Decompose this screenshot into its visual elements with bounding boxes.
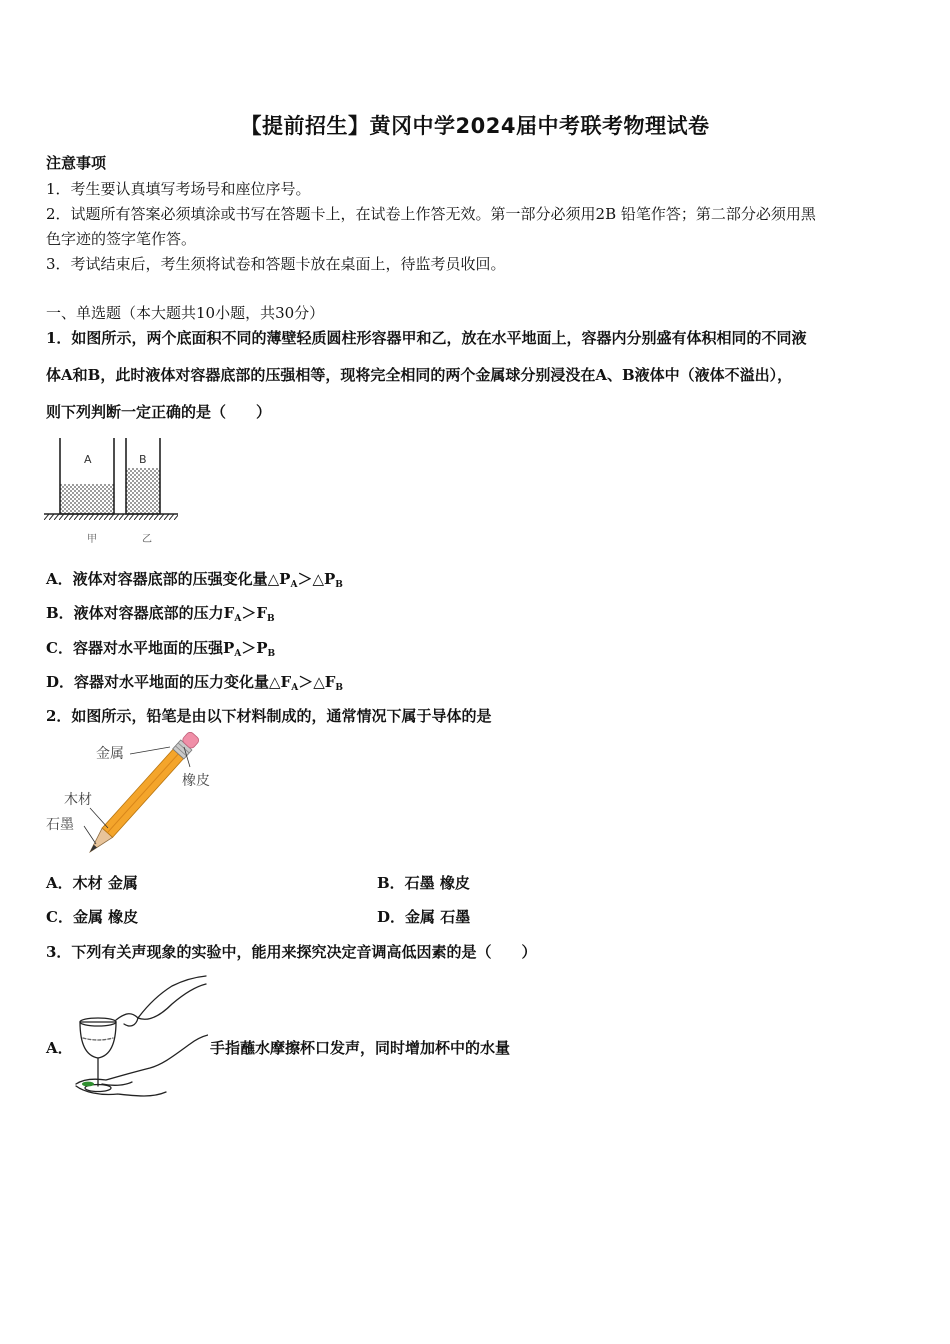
- notice-heading: 注意事项: [46, 154, 107, 172]
- label-yi: 乙: [142, 534, 152, 545]
- q3-option-a-label[interactable]: A．: [46, 1039, 73, 1057]
- q3-option-a-text: 手指蘸水摩擦杯口发声，同时增加杯中的水量: [210, 1039, 511, 1057]
- q2-pencil-figure: [44, 732, 224, 858]
- water-level: [83, 1038, 113, 1040]
- liquid-a: [60, 484, 114, 514]
- upper-finger: [124, 1018, 138, 1026]
- q3-glass-figure: [72, 972, 208, 1104]
- q2-option-a[interactable]: A．木材 金属: [46, 874, 138, 892]
- graphite-pointer: [84, 826, 96, 844]
- notice-item-2: 2．试题所有答案必须填涂或书写在答题卡上，在试卷上作答无效。第一部分必须用2B 铅笔作答；第二部分必须用黑: [46, 205, 816, 223]
- green-thumb-mark: [82, 1082, 94, 1087]
- label-metal: 金属: [96, 746, 124, 762]
- label-a: A: [84, 453, 92, 466]
- notice-item-3: 3．考试结束后，考生须将试卷和答题卡放在桌面上，待监考员收回。: [46, 255, 506, 273]
- q2-option-b[interactable]: B．石墨 橡皮: [377, 874, 470, 892]
- q2-option-c[interactable]: C．金属 橡皮: [46, 908, 139, 926]
- q2-stem: 2．如图所示，铅笔是由以下材料制成的，通常情况下属于导体的是: [46, 707, 492, 725]
- liquid-b: [126, 468, 160, 514]
- lower-fingers: [102, 1082, 132, 1085]
- q1-option-c[interactable]: C．容器对水平地面的压强$P_A>P_B$: [46, 639, 276, 659]
- q1-option-d[interactable]: D．容器对水平地面的压力变化量$\triangle F_A>\triangle F_B$: [46, 673, 343, 693]
- q1-stem-line1: 1．如图所示，两个底面积不同的薄壁轻质圆柱形容器甲和乙，放在水平地面上，容器内分别盛有体积相同的不同液: [46, 329, 807, 347]
- q1-stem-line3: 则下列判断一定正确的是（ ）: [46, 403, 272, 421]
- label-jia: 甲: [87, 534, 97, 545]
- label-b: B: [139, 453, 147, 466]
- notice-item-2-cont: 色字迹的签字笔作答。: [46, 230, 197, 248]
- q1-option-b[interactable]: B．液体对容器底部的压力$F_A>F_B$: [46, 604, 275, 624]
- page-title: 【提前招生】黄冈中学2024届中考联考物理试卷: [240, 114, 710, 138]
- label-wood: 木材: [64, 792, 92, 808]
- notice-item-1: 1．考生要认真填写考场号和座位序号。: [46, 180, 311, 198]
- q1-containers-figure: [44, 436, 180, 548]
- label-eraser: 橡皮: [182, 773, 210, 789]
- ground-hatch: [44, 514, 178, 520]
- wood-pointer: [90, 808, 108, 828]
- q2-option-d[interactable]: D．金属 石墨: [377, 908, 471, 926]
- q1-stem-line2: 体A和B，此时液体对容器底部的压强相等，现将完全相同的两个金属球分别浸没在A、B液体中（液体不溢出），: [46, 366, 793, 384]
- label-graphite: 石墨: [46, 817, 74, 833]
- section-heading: 一、单选题（本大题共10小题，共30分）: [46, 304, 325, 322]
- metal-pointer: [130, 747, 170, 754]
- upper-hand-back: [138, 984, 206, 1019]
- q1-option-a[interactable]: A．液体对容器底部的压强变化量$\triangle P_A>\triangle P_B$: [46, 570, 343, 590]
- q3-stem: 3．下列有关声现象的实验中，能用来探究决定音调高低因素的是（ ）: [46, 943, 537, 961]
- lower-hand-icon: [76, 1035, 208, 1084]
